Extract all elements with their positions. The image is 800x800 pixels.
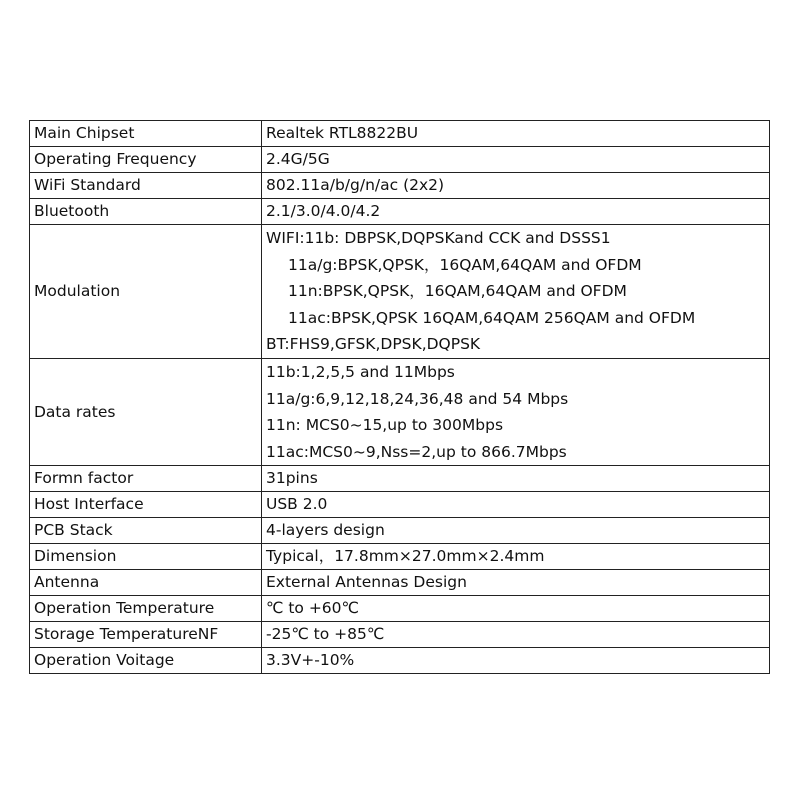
row-value: External Antennas Design (262, 570, 770, 596)
row-label: Operation Temperature (30, 596, 262, 622)
table-row-dimension (30, 544, 770, 570)
row-value: 4-layers design (262, 518, 770, 544)
data-rate-line: 11b:1,2,5,5 and 11Mbps (266, 362, 455, 381)
row-label: Main Chipset (30, 121, 262, 147)
table-row-main-chipset (30, 121, 770, 147)
row-label: Host Interface (30, 492, 262, 518)
table-row-wifi-standard (30, 173, 770, 199)
row-value: 31pins (262, 466, 770, 492)
row-label: PCB Stack (30, 518, 262, 544)
table-row-operation-voltage (30, 648, 770, 674)
table-row-modulation (30, 225, 770, 359)
row-label: Antenna (30, 570, 262, 596)
table-row-data-rates (30, 358, 770, 465)
row-value (262, 225, 770, 359)
table-row-storage-temperature (30, 622, 770, 648)
table-row-bluetooth (30, 199, 770, 225)
row-value: Typical，17.8mm×27.0mm×2.4mm (262, 544, 770, 570)
row-value: 2.1/3.0/4.0/4.2 (262, 199, 770, 225)
row-label: Data rates (30, 358, 262, 465)
modulation-line: WIFI:11b: DBPSK,DQPSKand CCK and DSSS1 (266, 229, 611, 247)
row-value (262, 358, 770, 465)
modulation-line: BT:FHS9,GFSK,DPSK,DQPSK (266, 335, 481, 354)
row-value: ℃ to +60℃ (262, 596, 770, 622)
row-value: -25℃ to +85℃ (262, 622, 770, 648)
data-rate-line: 11ac:MCS0~9,Nss=2,up to 866.7Mbps (266, 442, 567, 461)
table-row-operating-frequency (30, 147, 770, 173)
table-row-host-interface (30, 492, 770, 518)
row-label: Formn factor (30, 466, 262, 492)
table-row-operation-temperature (30, 596, 770, 622)
spec-table (29, 120, 770, 674)
row-value: Realtek RTL8822BU (262, 121, 770, 147)
modulation-line: 11ac:BPSK,QPSK 16QAM,64QAM 256QAM and OFDM (288, 308, 696, 327)
row-label: Dimension (30, 544, 262, 570)
row-label: Operating Frequency (30, 147, 262, 173)
data-rate-line: 11n: MCS0~15,up to 300Mbps (266, 416, 504, 435)
data-rate-line: 11a/g:6,9,12,18,24,36,48 and 54 Mbps (266, 389, 569, 408)
row-label: Storage TemperatureNF (30, 622, 262, 648)
row-value: 802.11a/b/g/n/ac (2x2) (262, 173, 770, 199)
row-value: 3.3V+-10% (262, 648, 770, 674)
row-value: USB 2.0 (262, 492, 770, 518)
row-label: WiFi Standard (30, 173, 262, 199)
row-label: Operation Voitage (30, 648, 262, 674)
table-row-form-factor (30, 466, 770, 492)
table-row-antenna (30, 570, 770, 596)
modulation-line: 11n:BPSK,QPSK，16QAM,64QAM and OFDM (288, 282, 627, 301)
modulation-line: 11a/g:BPSK,QPSK，16QAM,64QAM and OFDM (288, 255, 642, 274)
row-label: Bluetooth (30, 199, 262, 225)
table-row-pcb-stack (30, 518, 770, 544)
row-value: 2.4G/5G (262, 147, 770, 173)
row-label: Modulation (30, 225, 262, 359)
